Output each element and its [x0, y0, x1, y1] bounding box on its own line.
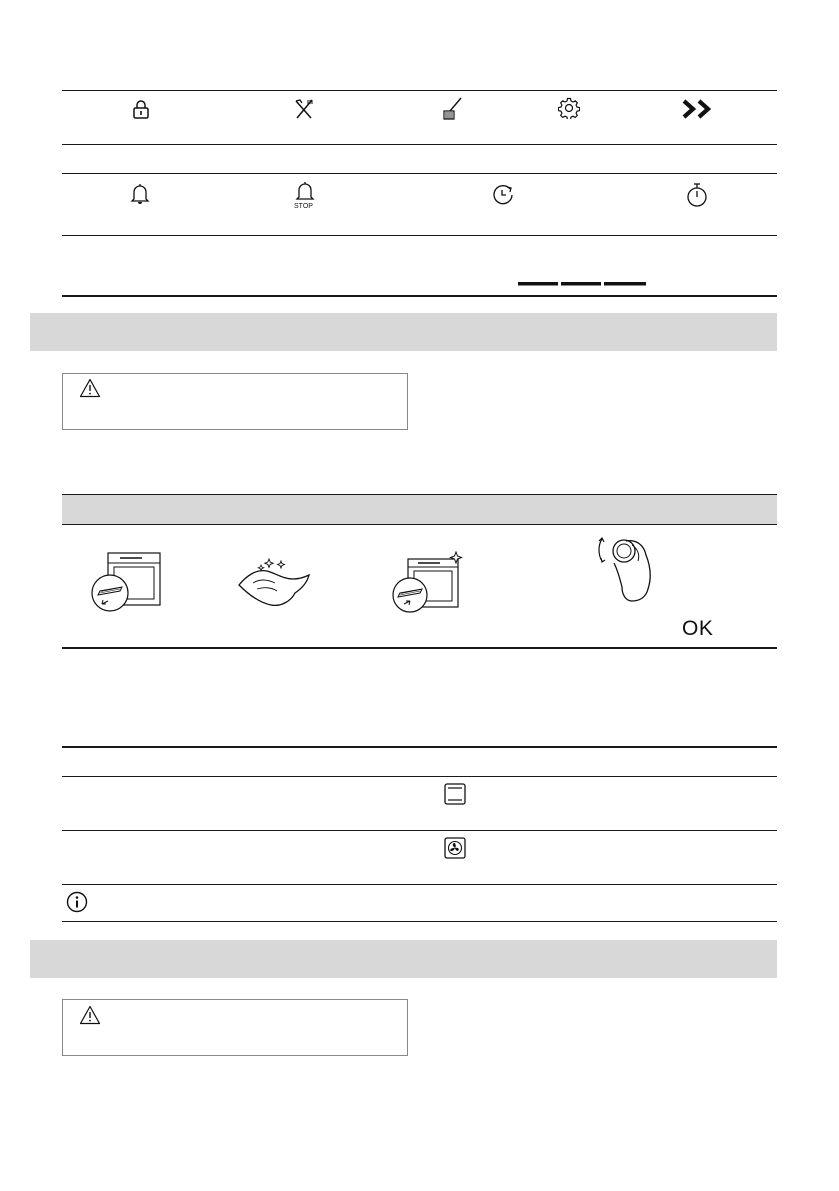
warning-box: [62, 999, 408, 1056]
table-rule-bottom: [62, 647, 777, 649]
section-heading-band: [30, 313, 777, 351]
table-rule-top: [62, 90, 777, 91]
warning-triangle-icon: [79, 1005, 101, 1025]
table-rule: [62, 776, 777, 777]
table-rule-bottom: [62, 921, 777, 922]
oven-insert-accessories-icon: [390, 551, 466, 613]
warning-triangle-icon: [79, 378, 101, 398]
fork-knife-icon: [293, 98, 315, 120]
bell-stop-icon: [292, 180, 318, 214]
info-icon: [66, 891, 88, 913]
steps-table-header: [62, 494, 777, 525]
settings-gear-icon: [558, 97, 580, 119]
top-bottom-heat-icon: [444, 783, 466, 805]
clock-delay-icon: [491, 183, 515, 207]
table-rule: [62, 830, 777, 831]
table-rule: [62, 173, 777, 174]
true-fan-icon: [444, 837, 466, 859]
double-chevron-right-icon: [682, 99, 716, 119]
section-heading-band: [30, 940, 777, 978]
table-rule-bottom: [62, 295, 777, 297]
table-rule: [62, 235, 777, 236]
lock-icon: [132, 99, 150, 119]
warning-box: [62, 373, 408, 430]
ok-button-label: OK: [682, 617, 714, 640]
table-rule: [62, 884, 777, 885]
table-rule: [62, 144, 777, 145]
cloth-wipe-icon: [235, 557, 311, 609]
bell-icon: [130, 182, 150, 206]
cleaning-brush-icon: [441, 97, 463, 121]
timer-icon: [686, 182, 708, 208]
display-dashes: [518, 271, 646, 275]
knob-turn-icon: [596, 531, 660, 603]
table-rule-top: [62, 746, 777, 748]
oven-remove-accessories-icon: [90, 551, 164, 613]
stop-label: STOP: [294, 203, 313, 210]
